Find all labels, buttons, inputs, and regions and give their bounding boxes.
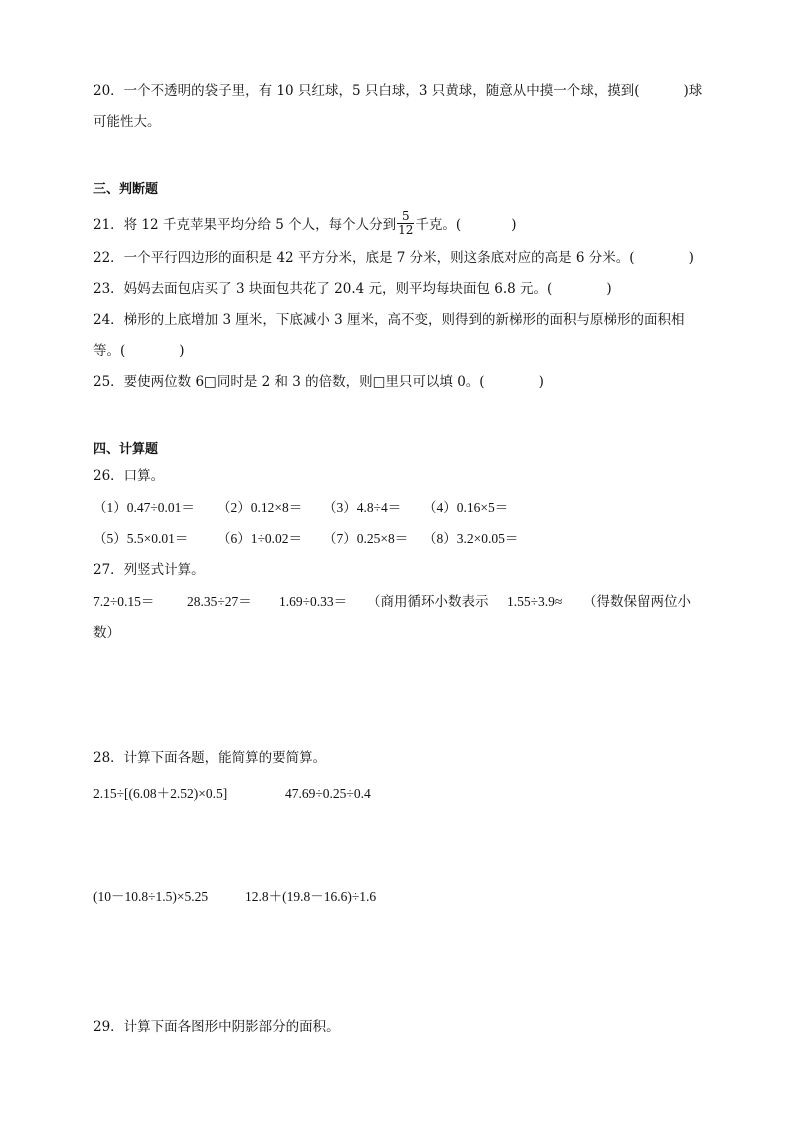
question-21 [93,209,517,239]
question-23 [93,280,612,298]
simplify-row-2 [93,888,376,906]
question-25-close: ) [538,374,544,390]
question-27-title: 27．列竖式计算。 [93,562,205,578]
simplify-row-1 [93,785,371,803]
question-20-line2: 可能性大。 [93,114,161,130]
oral-item: （7）0.25×8＝ [323,531,409,546]
vertical-note: （得数保留两位小 [583,594,691,609]
question-29-title: 29．计算下面各图形中阴影部分的面积。 [93,1019,340,1035]
simplify-item-c: (10－10.8÷1.5)×5.25 [93,889,209,904]
oral-calc-row-2 [93,530,518,548]
question-26-title: 26．口算。 [93,468,165,484]
question-20 [93,82,702,100]
oral-item: （2）0.12×8＝ [217,500,303,515]
question-24-line2 [93,342,185,360]
simplify-item-b: 47.69÷0.25÷0.4 [285,786,371,801]
fraction-denominator: 12 [398,223,414,237]
oral-item: （1）0.47÷0.01＝ [93,500,195,515]
question-21-text: 21．将 12 千克苹果平均分给 5 个人，每个人分到 [93,217,397,233]
oral-item: （4）0.16×5＝ [423,500,509,515]
question-22 [93,249,694,267]
oral-item: （3）4.8÷4＝ [323,500,402,515]
question-22-close: ) [688,250,694,266]
simplify-item-a: 2.15÷[(6.08＋2.52)×0.5] [93,786,228,801]
vertical-note: （商用循环小数表示 [367,594,489,609]
question-23-text: 23．妈妈去面包店买了 3 块面包共花了 20.4 元，则平均每块面包 6.8 元。( [93,281,553,297]
vertical-item: 1.55÷3.9≈ [507,594,563,609]
question-24: 24．梯形的上底增加 3 厘米，下底减小 3 厘米，高不变，则得到的新梯形的面积与原梯形的面积相 [93,312,685,328]
question-20-close: )球 [683,83,703,99]
fraction [397,210,414,237]
oral-calc-row-1 [93,499,508,517]
question-28-title: 28．计算下面各题，能简算的要简算。 [93,750,327,766]
question-20-text: 20．一个不透明的袋子里，有 10 只红球，5 只白球，3 只黄球，随意从中摸一个球，摸到( [93,83,640,99]
question-21-close: ) [511,217,517,233]
oral-item: （5）5.5×0.01＝ [93,531,189,546]
question-24-close: ) [179,343,185,359]
oral-item: （8）3.2×0.05＝ [423,531,519,546]
question-25-text: 25．要使两位数 6□同时是 2 和 3 的倍数，则□里只可以填 0。( [93,374,485,390]
section-title-judgement: 三、判断题 [93,182,159,197]
question-24-text: 等。( [93,343,126,359]
vertical-calc-row [93,593,691,611]
oral-item: （6）1÷0.02＝ [217,531,303,546]
vertical-item: 28.35÷27＝ [187,594,252,609]
vertical-item: 1.69÷0.33＝ [279,594,348,609]
question-25 [93,373,544,391]
simplify-item-d: 12.8＋(19.8－16.6)÷1.6 [245,889,377,904]
question-22-text: 22．一个平行四边形的面积是 42 平方分米，底是 7 分米，则这条底对应的高是 6 分米。( [93,250,635,266]
question-21-after: 千克。( [415,217,462,233]
question-23-close: ) [606,281,612,297]
question-27-line2: 数） [93,625,120,641]
fraction-numerator: 5 [397,210,414,224]
vertical-item: 7.2÷0.15＝ [93,594,155,609]
section-title-calculation: 四、计算题 [93,442,159,457]
